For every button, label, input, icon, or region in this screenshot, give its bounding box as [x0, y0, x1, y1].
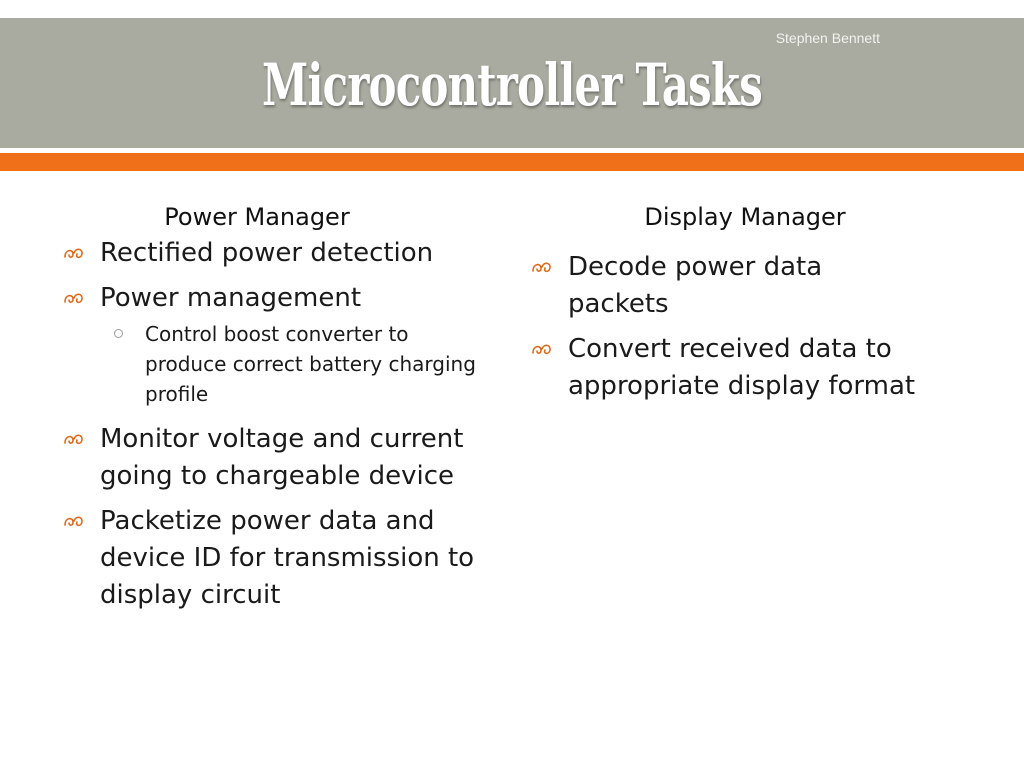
swirl-bullet-icon: [62, 430, 86, 448]
swirl-bullet-icon: [62, 244, 86, 262]
display-manager-column: [530, 200, 970, 405]
list-item-text: Monitor voltage and current going to chargeable device: [100, 424, 464, 491]
display-manager-heading: Display Manager: [644, 203, 846, 231]
accent-band: [0, 153, 1024, 171]
power-manager-heading: Power Manager: [164, 203, 350, 231]
swirl-bullet-icon: [530, 258, 554, 276]
list-item-text: Convert received data to appropriate display format: [568, 334, 916, 401]
swirl-bullet-icon: [62, 512, 86, 530]
swirl-bullet-icon: [530, 340, 554, 358]
author-name: Stephen Bennett: [775, 30, 880, 46]
list-item: [530, 331, 970, 405]
display-manager-list: [530, 249, 970, 405]
sub-list-item-text: Control boost converter to produce correct battery charging profile: [145, 322, 476, 406]
slide-title: Microcontroller Tasks: [262, 51, 762, 119]
list-item: [62, 235, 492, 272]
list-item-text: Decode power data packets: [568, 252, 823, 319]
sub-list-item: [62, 319, 492, 409]
power-manager-column: [62, 200, 492, 614]
power-manager-list: [62, 235, 492, 614]
list-item: [62, 421, 492, 495]
sub-list: [62, 319, 492, 409]
swirl-bullet-icon: [62, 289, 86, 307]
circle-bullet-icon: [114, 329, 123, 338]
list-item: [530, 249, 970, 323]
list-item-text: Rectified power detection: [100, 238, 434, 268]
list-item: [62, 280, 492, 409]
list-item-text: Packetize power data and device ID for transmission to display circuit: [100, 506, 475, 610]
list-item: [62, 503, 492, 614]
list-item-text: Power management: [100, 283, 362, 313]
